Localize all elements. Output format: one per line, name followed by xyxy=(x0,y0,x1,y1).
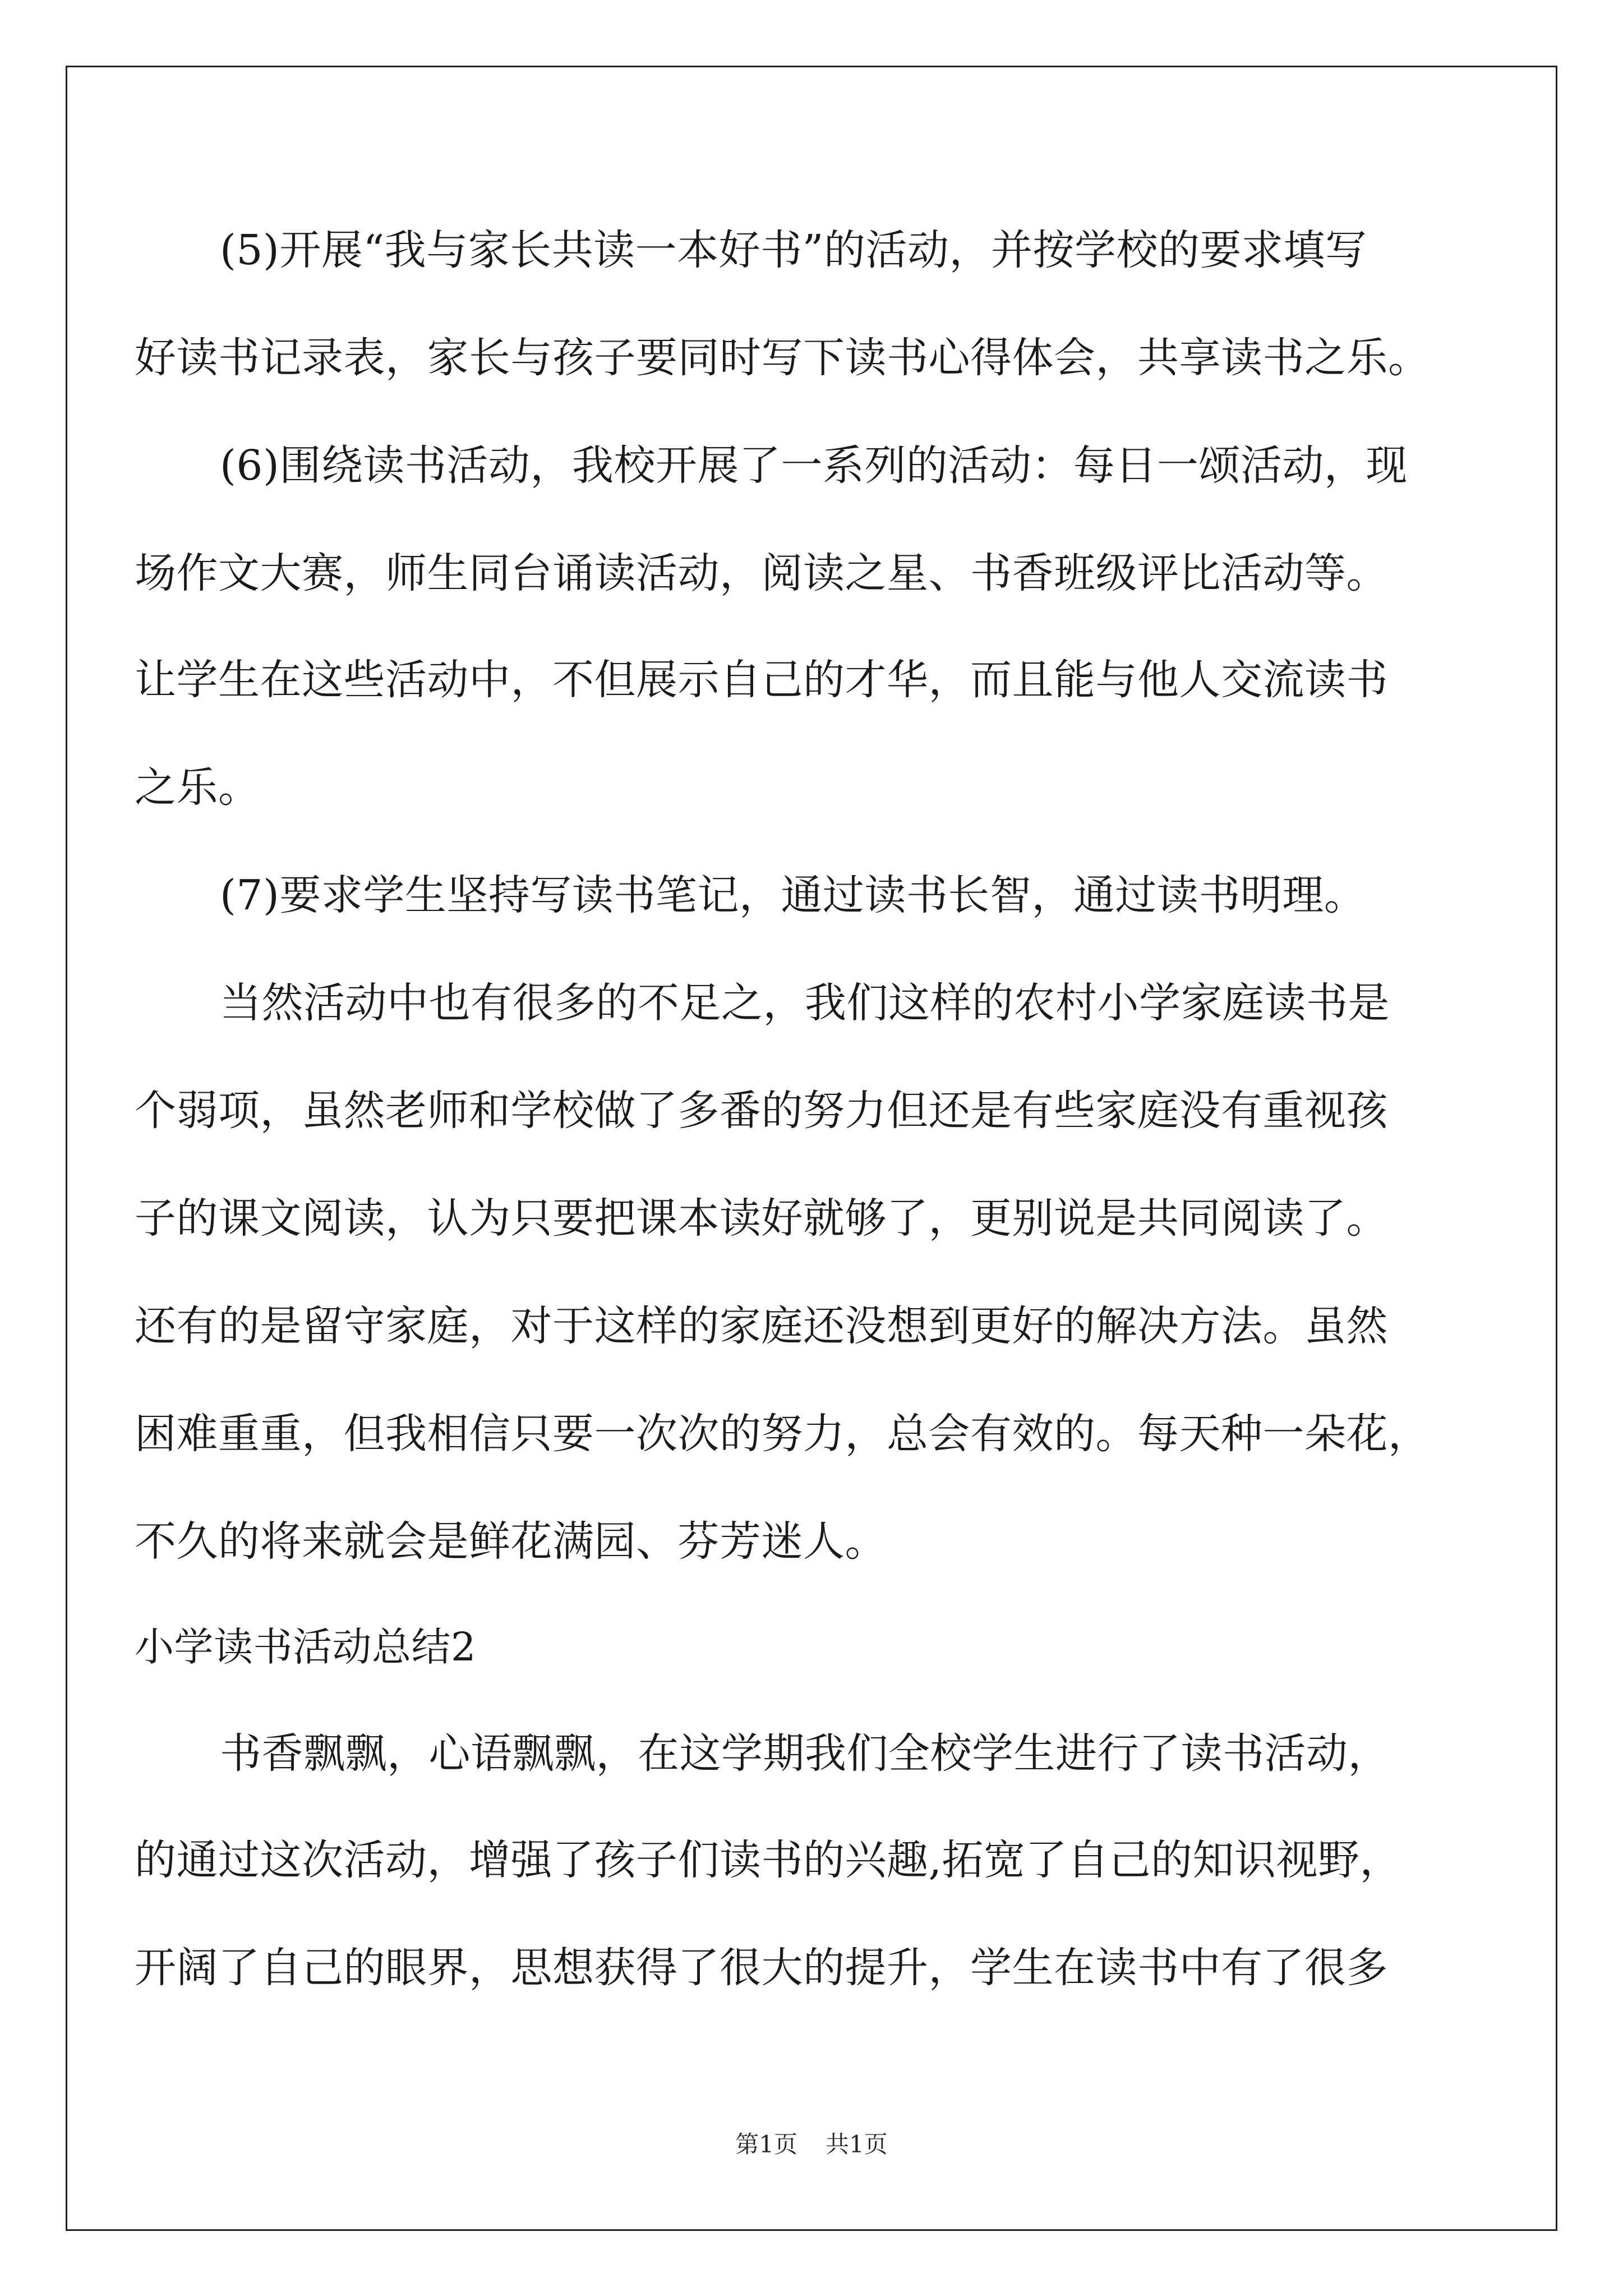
page-total: 共1页 xyxy=(826,2131,888,2158)
paragraph-line: 书香飘飘，心语飘飘，在这学期我们全校学生进行了读书活动， xyxy=(220,1729,1390,1778)
section-heading: 小学读书活动总结2 xyxy=(135,1624,477,1670)
paragraph-line: 困难重重，但我相信只要一次次的努力，总会有效的。每天种一朵花， xyxy=(135,1410,1430,1458)
paragraph-line: 的通过这次活动，增强了孩子们读书的兴趣,拓宽了自己的知识视野， xyxy=(135,1836,1402,1884)
paragraph-line: 让学生在这些活动中，不但展示自己的才华，而且能与他人交流读书 xyxy=(135,656,1388,704)
paragraph-line: (6)围绕读书活动，我校开展了一系列的活动：每日一颂活动，现 xyxy=(220,441,1408,490)
paragraph-line: 不久的将来就会是鲜花满园、芬芳迷人。 xyxy=(135,1517,887,1566)
paragraph-line: 还有的是留守家庭，对于这样的家庭还没想到更好的解决方法。虽然 xyxy=(135,1302,1388,1350)
paragraph-line: 好读书记录表，家长与孩子要同时写下读书心得体会，共享读书之乐。 xyxy=(135,334,1430,382)
paragraph-line: (7)要求学生坚持写读书笔记，通过读书长智，通过读书明理。 xyxy=(220,871,1366,919)
paragraph-line: 场作文大赛，师生同台诵读活动，阅读之星、书香班级评比活动等。 xyxy=(135,549,1388,597)
page-footer xyxy=(0,2129,1623,2160)
paragraph-line: 当然活动中也有很多的不足之，我们这样的农村小学家庭读书是 xyxy=(220,979,1390,1027)
page-border xyxy=(66,66,1557,2231)
page-number: 第1页 xyxy=(735,2131,797,2158)
paragraph-line: 之乐。 xyxy=(135,763,260,812)
paragraph-line: 个弱项，虽然老师和学校做了多番的努力但还是有些家庭没有重视孩 xyxy=(135,1087,1388,1135)
paragraph-line: 开阔了自己的眼界，思想获得了很大的提升，学生在读书中有了很多 xyxy=(135,1944,1388,1992)
paragraph-line: 子的课文阅读，认为只要把课本读好就够了，更别说是共同阅读了。 xyxy=(135,1194,1388,1243)
paragraph-line: (5)开展“我与家长共读一本好书”的活动，并按学校的要求填写 xyxy=(220,226,1367,274)
